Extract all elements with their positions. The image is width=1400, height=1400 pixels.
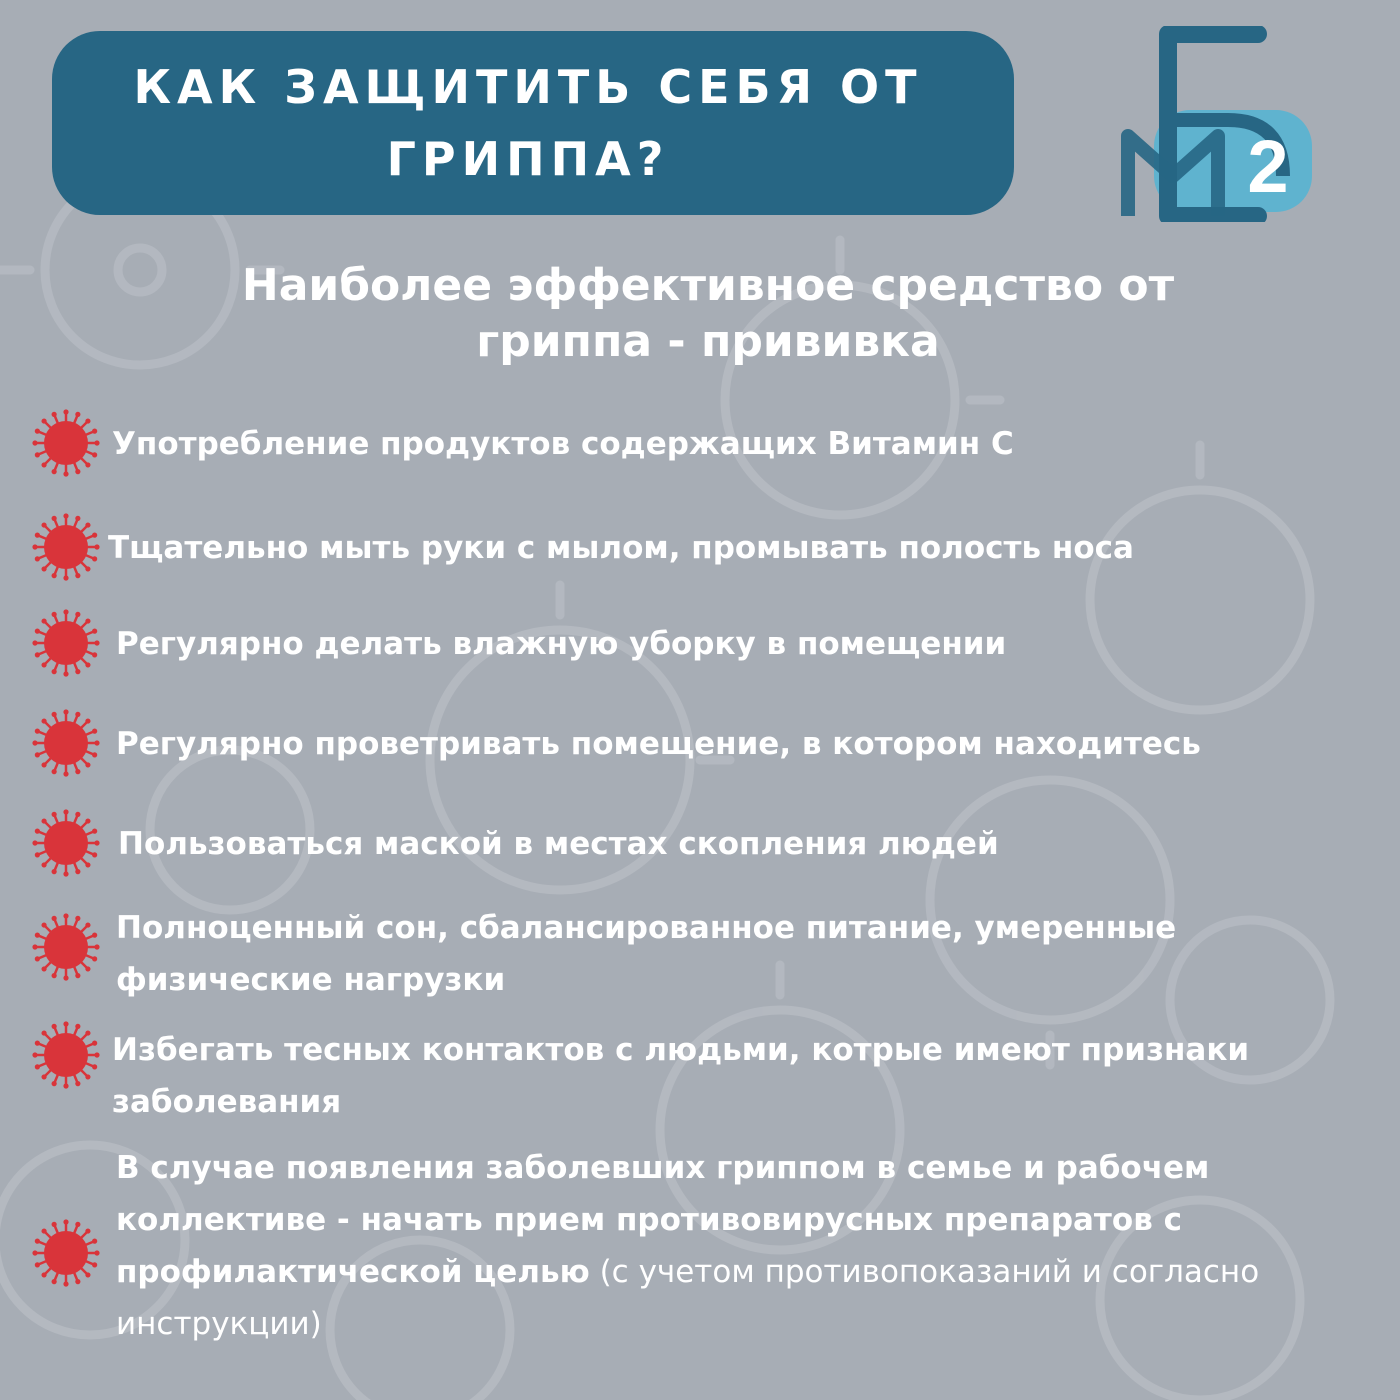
- subtitle: Наиболее эффективное средство от гриппа - прививка: [241, 260, 1175, 367]
- title-banner: [52, 31, 1014, 215]
- logo-icon: [1108, 26, 1318, 222]
- page-title: КАК ЗАЩИТИТЬ СЕБЯ ОТ ГРИППА?: [133, 60, 923, 186]
- list-item: Регулярно делать влажную уборку в помещении: [116, 626, 1007, 662]
- list-item: Тщательно мыть руки с мылом, промывать полость носа: [108, 530, 1134, 566]
- virus-icon: [31, 912, 101, 982]
- virus-icon: [31, 1218, 101, 1288]
- virus-icon: [31, 512, 101, 582]
- virus-icon: [31, 708, 101, 778]
- virus-icon: [31, 408, 101, 478]
- virus-icon: [31, 808, 101, 878]
- virus-icon: [31, 1020, 101, 1090]
- list-item: Пользоваться маской в местах скопления людей: [118, 826, 999, 862]
- list-item: В случае появления заболевших гриппом в семье и рабочем коллективе - начать прием противовирусных препаратов с профилактической целью (с учетом противопоказаний и согласно инструкции): [116, 1150, 1260, 1342]
- logo-mark: 2: [1247, 125, 1289, 208]
- list-item: Избегать тесных контактов с людьми, котрые имеют признаки заболевания: [112, 1032, 1250, 1120]
- list-item: Полноценный сон, сбалансированное питание, умеренные физические нагрузки: [116, 910, 1177, 998]
- list-item: Употребление продуктов содержащих Витамин С: [112, 426, 1014, 462]
- list-item: Регулярно проветривать помещение, в котором находитесь: [116, 726, 1201, 762]
- virus-icon: [31, 608, 101, 678]
